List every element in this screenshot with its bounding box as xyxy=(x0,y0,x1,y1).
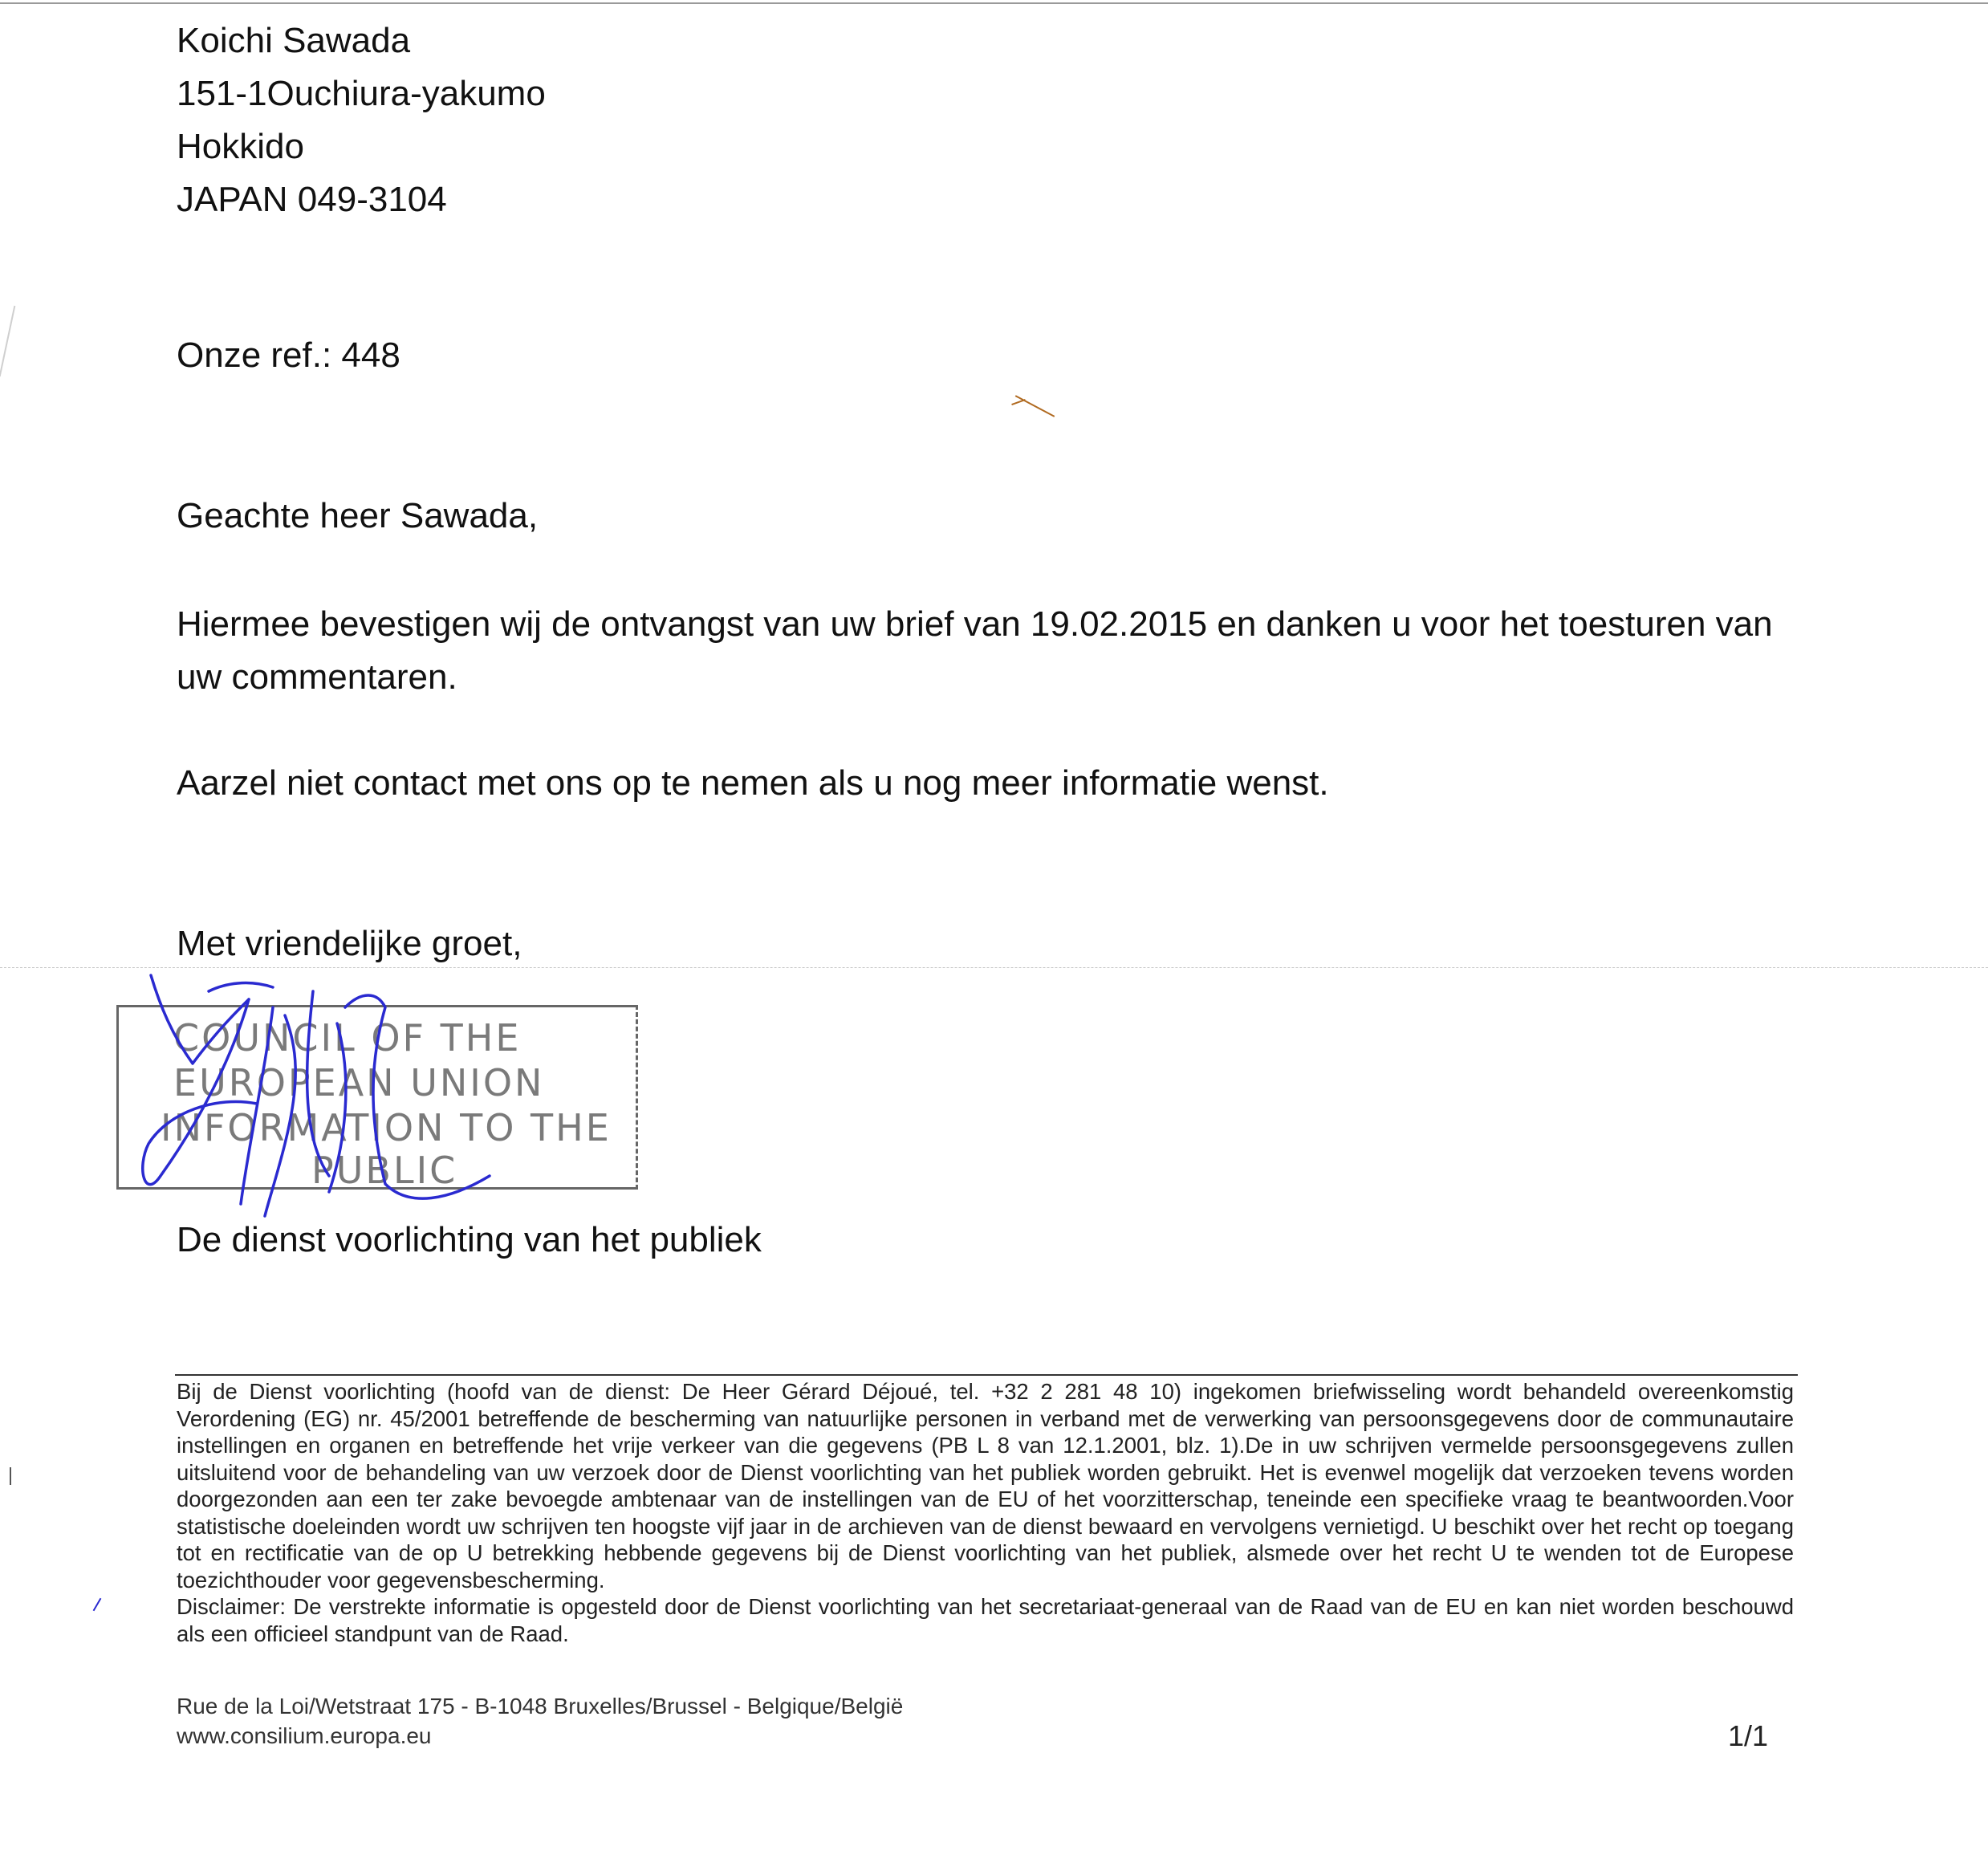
stamp-line-2: EUROPEAN UNION xyxy=(173,1061,545,1104)
footer-address: Rue de la Loi/Wetstraat 175 - B-1048 Bruxelles/Brussel - Belgique/België xyxy=(177,1694,904,1719)
signatory: De dienst voorlichting van het publiek xyxy=(177,1220,762,1259)
scan-mark xyxy=(1011,399,1026,405)
recipient-street: 151-1Ouchiura-yakumo xyxy=(177,74,546,113)
salutation: Geachte heer Sawada, xyxy=(177,496,539,535)
footnote-divider xyxy=(175,1374,1798,1376)
recipient-name: Koichi Sawada xyxy=(177,21,411,60)
footer-website: www.consilium.europa.eu xyxy=(177,1723,432,1748)
recipient-address xyxy=(177,14,546,226)
scan-mark xyxy=(93,1598,102,1612)
privacy-notice xyxy=(177,1378,1794,1647)
recipient-country-postcode: JAPAN 049-3104 xyxy=(177,180,447,219)
privacy-notice-text: Bij de Dienst voorlichting (hoofd van de dienst: De Heer Gérard Déjoué, tel. +32 2 281 48 10) ingekomen briefwisseling wordt behandeld overeenkomstig Verordening (EG) nr. 45/2001 betreffende de bescherming van natuurlijke personen in verband met de verwerking van persoonsgegevens door de communautaire instellingen en organen en betreffende het vrije verkeer van die gegevens (PB L 8 van 12.1.2001, blz. 1).De in uw schrijven vermelde persoonsgegevens zullen uitsluitend voor de behandeling van uw verzoek door de Dienst voorlichting van het publiek worden gebruikt. Het is evenwel mogelijk dat verzoeken tevens worden doorgezonden aan een ter zake bevoegde ambtenaar van de instellingen van de EU of het voorzitterschap, teneinde een specifieke vraag te beantwoorden.Voor statistische doeleinden wordt uw schrijven ten hoogste vijf jaar in de archieven van de dienst bewaard en vervolgens vernietigd. U beschikt over het recht op toegang tot en rectificatie van de op U betrekking hebbende gegevens bij de Dienst voorlichting van het publiek, alsmede over het recht U te wenden tot de Europese toezichthouder voor gegevensbescherming. xyxy=(177,1379,1794,1592)
fold-line-top xyxy=(0,2,1988,4)
recipient-region: Hokkido xyxy=(177,127,304,166)
stamp-line-3: INFORMATION TO THE xyxy=(161,1106,612,1149)
official-stamp xyxy=(116,1005,638,1190)
reference: Onze ref.: 448 xyxy=(177,336,400,375)
scan-mark xyxy=(1015,395,1055,417)
closing: Met vriendelijke groet, xyxy=(177,924,522,963)
scan-mark xyxy=(0,306,15,376)
page-number: 1/1 xyxy=(1728,1719,1769,1752)
scan-mark xyxy=(10,1467,11,1485)
stamp-line-1: COUNCIL OF THE xyxy=(173,1016,522,1060)
body-paragraph-1: Hiermee bevestigen wij de ontvangst van uw brief van 19.02.2015 en danken u voor het toesturen van uw commentaren. xyxy=(177,604,1773,697)
body-paragraph-2: Aarzel niet contact met ons op te nemen als u nog meer informatie wenst. xyxy=(177,763,1329,803)
disclaimer-text: Disclaimer: De verstrekte informatie is opgesteld door de Dienst voorlichting van het secretariaat-generaal van de Raad van de EU en kan niet worden beschouwd als een officieel standpunt van de Raad. xyxy=(177,1594,1794,1646)
stamp-line-4: PUBLIC xyxy=(311,1149,458,1192)
